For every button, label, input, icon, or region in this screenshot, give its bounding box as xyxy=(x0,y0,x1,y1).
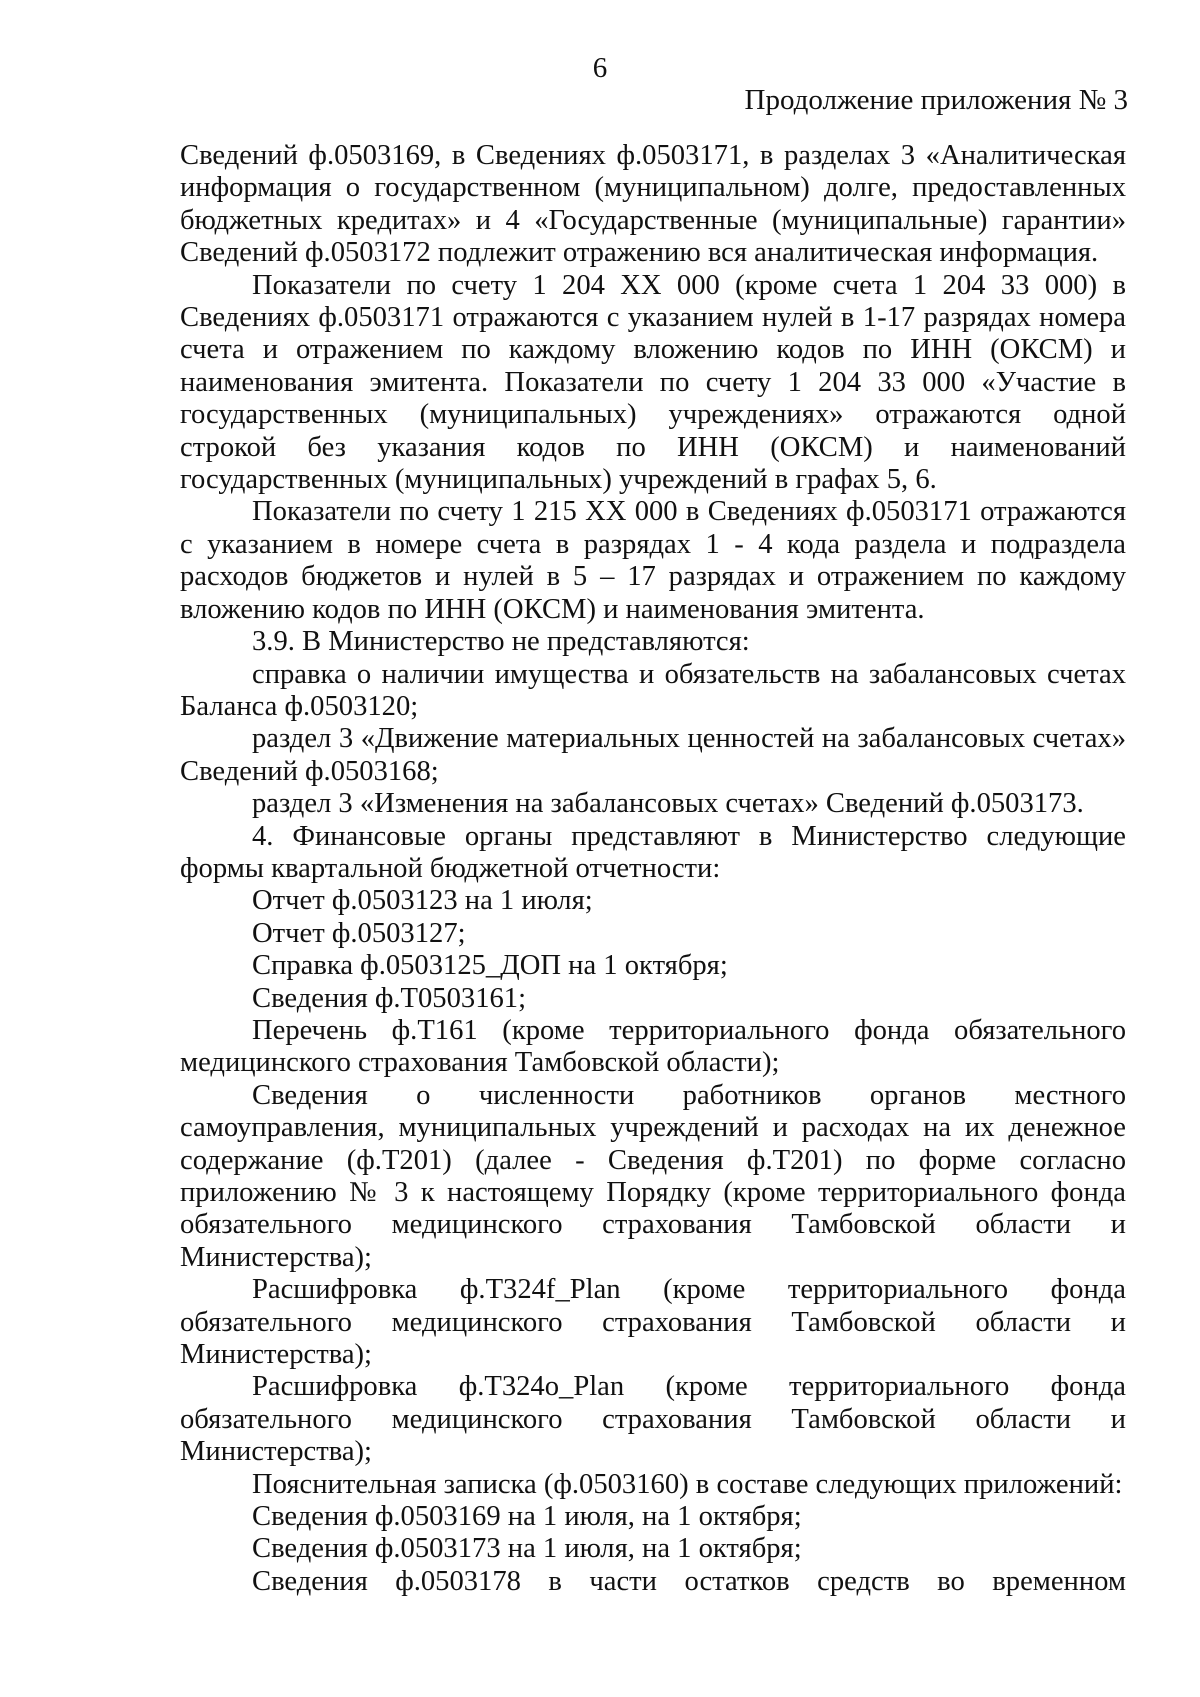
list-item: Сведения ф.Т0503161; xyxy=(252,982,527,1014)
list-item: Расшифровка ф.Т324o_Plan (кроме территориального фонда обязательного медицинского страхования Тамбовской области и Министерства); xyxy=(180,1371,1126,1468)
list-item: раздел 3 «Движение материальных ценностей на забалансовых счетах» Сведений ф.0503168; xyxy=(180,723,1126,787)
list-item: Отчет ф.0503123 на 1 июля; xyxy=(252,885,593,917)
document-body xyxy=(180,140,1126,1598)
list-item: Справка ф.0503125_ДОП на 1 октября; xyxy=(252,950,728,982)
list-item: раздел 3 «Изменения на забалансовых счетах» Сведений ф.0503173. xyxy=(252,788,1084,820)
page-number: 6 xyxy=(592,52,608,84)
paragraph: Сведений ф.0503169, в Сведениях ф.0503171, в разделах 3 «Аналитическая информация о государственном (муниципальном) долге, предоставленных бюджетных кредитах» и 4 «Государственные (муниципальные) гарантии» Сведений ф.0503172 подлежит отражению вся аналитическая информация. xyxy=(180,140,1126,269)
section-heading: 4. Финансовые органы представляют в Министерство следующие формы квартальной бюджетной отчетности: xyxy=(180,820,1126,884)
list-item: Пояснительная записка (ф.0503160) в составе следующих приложений: xyxy=(252,1468,1123,1500)
list-item: Перечень ф.Т161 (кроме территориального фонда обязательного медицинского страхования Тамбовской области); xyxy=(180,1014,1126,1079)
list-item: Сведения ф.0503169 на 1 июля, на 1 октября; xyxy=(252,1501,802,1533)
paragraph: Показатели по счету 1 204 XX 000 (кроме счета 1 204 33 000) в Сведениях ф.0503171 отражаются с указанием нулей в 1-17 разрядах номера счета и отражением по каждому вложению кодов по ИНН (ОКСМ) и наименования эмитента. Показатели по счету 1 204 33 000 «Участие в государственных (муниципальных) учреждениях» отражаются одной строкой без указания кодов по ИНН (ОКСМ) и наименований государственных (муниципальных) учреждений в графах 5, 6. xyxy=(180,269,1126,496)
list-item: справка о наличии имущества и обязательств на забалансовых счетах Баланса ф.0503120; xyxy=(180,658,1126,722)
list-item: Отчет ф.0503127; xyxy=(252,917,466,949)
list-item: Сведения ф.0503178 в части остатков средств во временном xyxy=(252,1565,1126,1597)
section-heading: 3.9. В Министерство не представляются: xyxy=(252,626,750,658)
paragraph: Показатели по счету 1 215 XX 000 в Сведениях ф.0503171 отражаются с указанием в номере счета в разрядах 1 - 4 кода раздела и подраздела расходов бюджетов и нулей в 5 – 17 разрядах и отражением по каждому вложению кодов по ИНН (ОКСМ) и наименования эмитента. xyxy=(180,496,1126,625)
list-item: Расшифровка ф.Т324f_Plan (кроме территориального фонда обязательного медицинского страхования Тамбовской области и Министерства); xyxy=(180,1274,1126,1371)
list-item: Сведения о численности работников органов местного самоуправления, муниципальных учреждений и расходах на их денежное содержание (ф.Т201) (далее - Сведения ф.Т201) по форме согласно приложению № 3 к настоящему Порядку (кроме территориального фонда обязательного медицинского страхования Тамбовской области и Министерства); xyxy=(180,1079,1126,1273)
appendix-continuation-note: Продолжение приложения № 3 xyxy=(744,84,1128,116)
list-item: Сведения ф.0503173 на 1 июля, на 1 октября; xyxy=(252,1533,802,1565)
